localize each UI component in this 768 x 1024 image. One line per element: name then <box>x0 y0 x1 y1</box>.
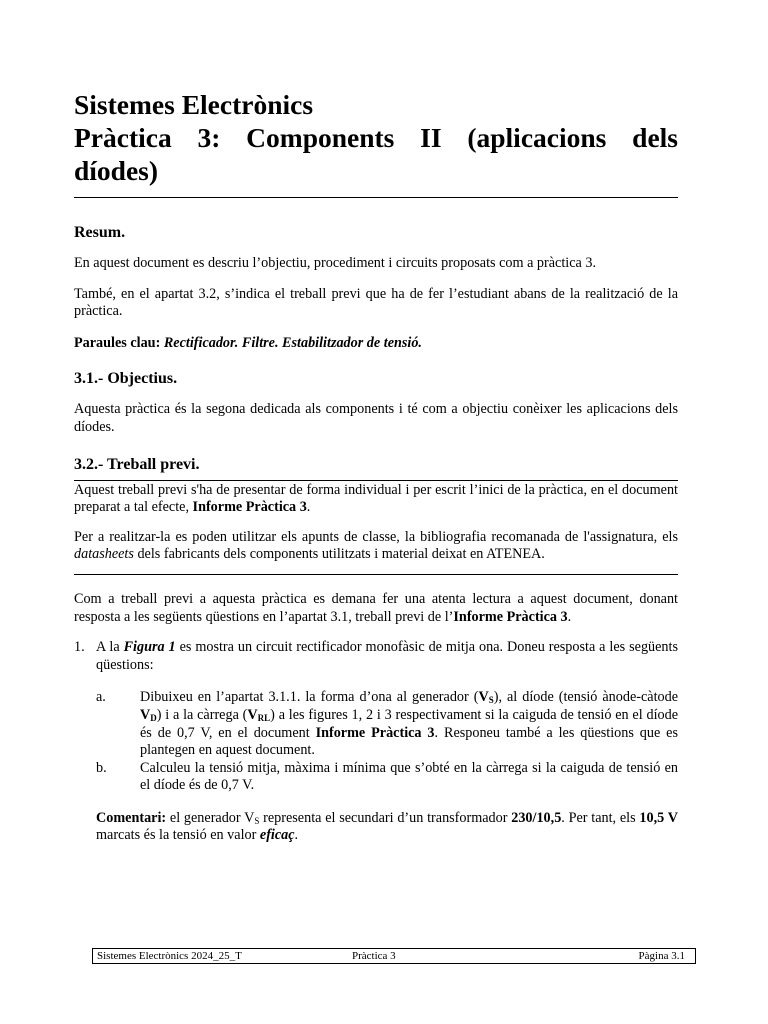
datasheets-term: datasheets <box>74 546 134 563</box>
treball-box-paragraph-2: Per a realitzar-la es poden utilitzar els apunts de classe, la bibliografia recomanada de l'assignatura, els datasheets dels fabricants dels components utilitzats i material deixat en ATENEA. <box>74 528 678 563</box>
page-footer <box>92 948 696 964</box>
title-line-3: díodes) <box>74 155 159 186</box>
question-1-number: 1. <box>74 639 85 656</box>
footer-page-number: Pàgina 3.1 <box>638 950 685 962</box>
question-1b-letter: b. <box>96 759 107 776</box>
keywords-line <box>74 335 678 353</box>
document-body <box>74 88 678 845</box>
question-1: 1. A la Figura 1 es mostra un circuit rectificador monofàsic de mitja ona. Doneu resposta a les següents qüestions: <box>74 639 678 673</box>
treball-intro-paragraph: Com a treball previ a aquesta pràctica es demana fer una atenta lectura a aquest document, donant resposta a les següents qüestions en l’apartat 3.1, treball previ de l’Informe Pràctica 3. <box>74 590 678 625</box>
informe-reference: Informe Pràctica 3 <box>315 724 435 741</box>
treball-previ-heading: 3.2.- Treball previ. <box>74 455 200 473</box>
resum-paragraph-2: També, en el apartat 3.2, s’indica el treball previ que ha de fer l’estudiant abans de la realització de la pràctica. <box>74 285 678 320</box>
title-line-1: Sistemes Electrònics <box>74 89 314 120</box>
box-bottom-rule <box>74 574 678 575</box>
keywords-value: Rectificador. Filtre. Estabilitzador de tensió. <box>163 334 422 351</box>
comentari-label: Comentari: <box>96 809 167 826</box>
question-1b: b. Calculeu la tensió mitja, màxima i mínima que s’obté en la càrrega si la caiguda de tensió en el díode és de 0,7 V. <box>96 759 678 794</box>
footer-practice: Pràctica 3 <box>352 950 396 962</box>
footer-course: Sistemes Electrònics 2024_25_T <box>97 950 242 962</box>
title-line-2: Pràctica 3: Components II (aplicacions dels <box>74 122 678 153</box>
box-top-rule <box>74 480 678 481</box>
treball-box-paragraph-1: Aquest treball previ s'ha de presentar de forma individual i per escrit l’inici de la pràctica, en el document preparat a tal efecte, Informe Pràctica 3. <box>74 481 678 516</box>
resum-heading: Resum. <box>74 224 126 241</box>
figure-1-reference: Figura 1 <box>123 639 176 656</box>
question-1a-letter: a. <box>96 689 106 706</box>
objectius-heading: 3.1.- Objectius. <box>74 370 178 388</box>
title-divider <box>74 197 678 198</box>
informe-reference: Informe Pràctica 3 <box>192 499 307 516</box>
comentari-paragraph: Comentari: el generador $V_S$ representa el secundari d’un transformador 230/10,5. Per tant, els 10,5 V marcats és la tensió en valor eficaç. <box>96 809 678 844</box>
question-1a: a. Dibuixeu en l’apartat 3.1.1. la forma d’ona al generador $(V_S)$, al díode (tensió ànode-càtode $V_D$) i a la càrrega $(V_{RL})$ a les figures 1, 2 i 3 respectivament si la caiguda de tensió en el díode és de 0,7 V, en el document Informe Pràctica 3. Responeu també a les qüestions que es plantegen en aquest document. <box>96 689 678 759</box>
informe-reference: Informe Pràctica 3 <box>453 608 568 625</box>
keywords-label: Paraules clau: <box>74 334 164 351</box>
document-title <box>74 88 678 187</box>
resum-paragraph-1: En aquest document es descriu l’objectiu, procediment i circuits proposats com a pràctica 3. <box>74 255 597 271</box>
objectius-paragraph: Aquesta pràctica és la segona dedicada als components i té com a objectiu conèixer les aplicacions dels díodes. <box>74 401 678 435</box>
